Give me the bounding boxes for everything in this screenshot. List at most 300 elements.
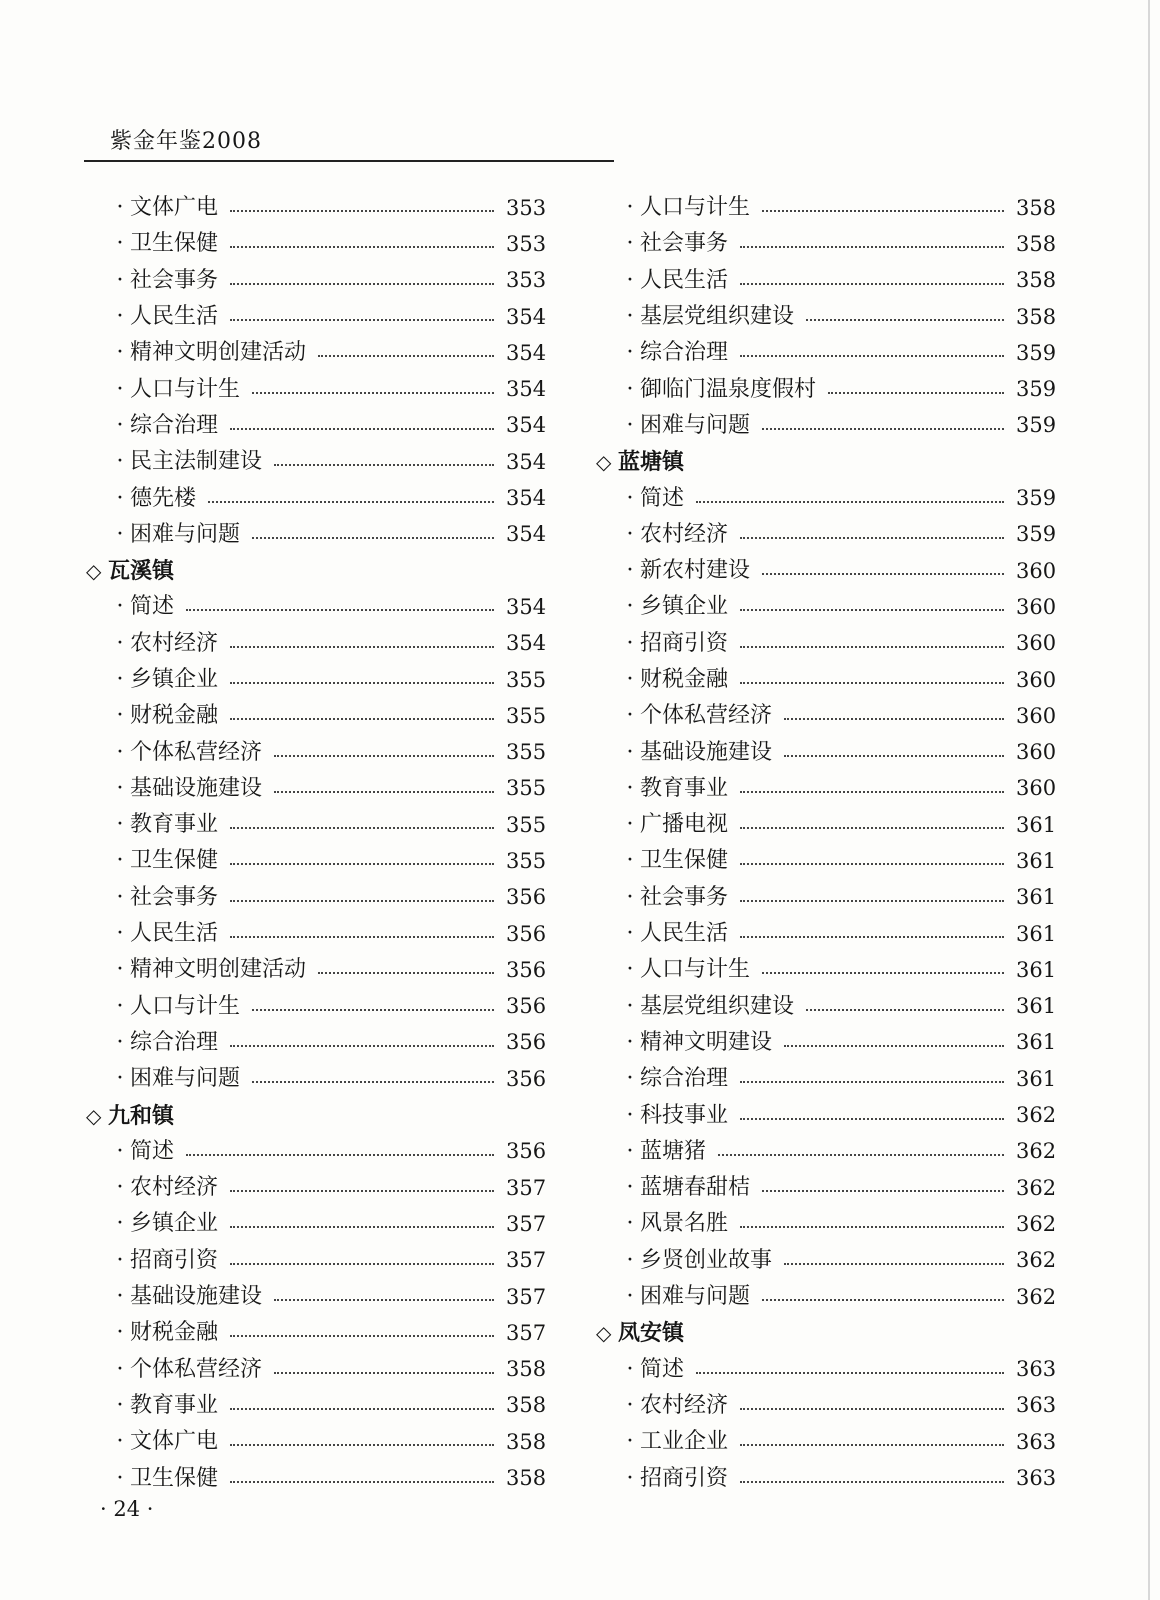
page-edge bbox=[1148, 0, 1150, 1600]
bullet-icon: · bbox=[116, 412, 124, 438]
entry-page-number: 360 bbox=[1016, 558, 1057, 583]
bullet-icon: · bbox=[626, 884, 634, 910]
dot-leader bbox=[252, 1081, 494, 1083]
toc-entry[interactable] bbox=[86, 263, 546, 299]
dot-leader bbox=[740, 791, 1004, 793]
entry-label: 困难与问题 bbox=[640, 412, 751, 438]
entry-label: 简述 bbox=[130, 594, 175, 620]
bullet-icon: · bbox=[626, 1429, 634, 1455]
dot-leader bbox=[230, 210, 494, 212]
dot-leader bbox=[784, 755, 1004, 757]
entry-page-number: 357 bbox=[506, 1248, 547, 1273]
bullet-icon: · bbox=[116, 1392, 124, 1418]
toc-entry[interactable] bbox=[596, 408, 1056, 444]
toc-entry[interactable] bbox=[86, 335, 546, 371]
toc-entry[interactable] bbox=[596, 662, 1056, 698]
toc-entry[interactable] bbox=[596, 880, 1056, 916]
dot-leader bbox=[186, 609, 494, 611]
bullet-icon: · bbox=[626, 267, 634, 293]
entry-label: 简述 bbox=[130, 1138, 175, 1164]
entry-page-number: 358 bbox=[1016, 231, 1057, 256]
entry-page-number: 359 bbox=[1016, 377, 1057, 402]
entry-page-number: 359 bbox=[1016, 340, 1057, 365]
toc-entry[interactable] bbox=[86, 989, 546, 1025]
header-rule bbox=[84, 160, 614, 162]
dot-leader bbox=[230, 1481, 494, 1483]
entry-page-number: 358 bbox=[506, 1429, 547, 1454]
entry-label: 综合治理 bbox=[130, 1029, 219, 1055]
entry-label: 广播电视 bbox=[640, 812, 729, 838]
bullet-icon: · bbox=[626, 1465, 634, 1491]
entry-label: 招商引资 bbox=[130, 1247, 219, 1273]
toc-entry[interactable] bbox=[596, 1134, 1056, 1170]
entry-page-number: 356 bbox=[506, 1066, 547, 1091]
dot-leader bbox=[230, 827, 494, 829]
dot-leader bbox=[784, 1045, 1004, 1047]
toc-entry[interactable] bbox=[596, 1206, 1056, 1242]
bullet-icon: · bbox=[116, 594, 124, 620]
bullet-icon: · bbox=[626, 1029, 634, 1055]
toc-section-heading bbox=[596, 444, 1056, 480]
entry-label: 乡镇企业 bbox=[130, 1211, 219, 1237]
toc-entry[interactable] bbox=[86, 1279, 546, 1315]
toc-entry[interactable] bbox=[596, 952, 1056, 988]
dot-leader bbox=[274, 464, 494, 466]
diamond-icon: ◇ bbox=[596, 1321, 612, 1346]
entry-label: 卫生保健 bbox=[130, 231, 219, 257]
bullet-icon: · bbox=[626, 812, 634, 838]
entry-label: 综合治理 bbox=[640, 1066, 729, 1092]
toc-entry[interactable] bbox=[596, 480, 1056, 516]
entry-page-number: 354 bbox=[506, 522, 547, 547]
bullet-icon: · bbox=[116, 449, 124, 475]
dot-leader bbox=[230, 863, 494, 865]
entry-label: 教育事业 bbox=[130, 812, 219, 838]
toc-entry[interactable] bbox=[86, 807, 546, 843]
toc-entry[interactable] bbox=[86, 698, 546, 734]
toc-entry[interactable] bbox=[596, 1025, 1056, 1061]
toc-entry[interactable] bbox=[596, 190, 1056, 226]
bullet-icon: · bbox=[626, 921, 634, 947]
toc-entry[interactable] bbox=[86, 662, 546, 698]
entry-label: 财税金融 bbox=[130, 703, 219, 729]
entry-label: 农村经济 bbox=[130, 630, 219, 656]
toc-entry[interactable] bbox=[596, 771, 1056, 807]
toc-entry[interactable] bbox=[86, 190, 546, 226]
entry-label: 乡镇企业 bbox=[640, 594, 729, 620]
entry-label: 卫生保健 bbox=[130, 1465, 219, 1491]
bullet-icon: · bbox=[116, 921, 124, 947]
bullet-icon: · bbox=[626, 775, 634, 801]
entry-label: 个体私营经济 bbox=[130, 1356, 263, 1382]
toc-entry[interactable] bbox=[596, 553, 1056, 589]
entry-page-number: 353 bbox=[506, 195, 547, 220]
entry-page-number: 362 bbox=[1016, 1139, 1057, 1164]
bullet-icon: · bbox=[626, 667, 634, 692]
entry-page-number: 359 bbox=[1016, 486, 1057, 511]
toc-entry[interactable] bbox=[86, 1460, 546, 1496]
toc-column-right bbox=[596, 190, 1056, 1497]
bullet-icon: · bbox=[626, 195, 634, 221]
dot-leader bbox=[230, 319, 494, 321]
bullet-icon: · bbox=[116, 1320, 124, 1346]
dot-leader bbox=[230, 283, 494, 285]
entry-label: 文体广电 bbox=[130, 1429, 219, 1455]
dot-leader bbox=[762, 1299, 1004, 1301]
entry-label: 卫生保健 bbox=[640, 848, 729, 874]
bullet-icon: · bbox=[116, 1465, 124, 1491]
entry-label: 基础设施建设 bbox=[640, 739, 773, 765]
entry-label: 基层党组织建设 bbox=[640, 304, 795, 330]
dot-leader bbox=[274, 791, 494, 793]
bullet-icon: · bbox=[116, 1029, 124, 1055]
toc-entry[interactable] bbox=[86, 589, 546, 625]
entry-label: 招商引资 bbox=[640, 630, 729, 656]
entry-label: 简述 bbox=[640, 1356, 685, 1382]
toc-entry[interactable] bbox=[596, 916, 1056, 952]
entry-page-number: 358 bbox=[506, 1393, 547, 1418]
toc-entry[interactable] bbox=[596, 989, 1056, 1025]
bullet-icon: · bbox=[116, 340, 124, 366]
toc-entry[interactable] bbox=[86, 408, 546, 444]
bullet-icon: · bbox=[626, 1392, 634, 1418]
bullet-icon: · bbox=[626, 231, 634, 257]
dot-leader bbox=[740, 827, 1004, 829]
entry-label: 财税金融 bbox=[130, 1320, 219, 1346]
entry-label: 困难与问题 bbox=[130, 1066, 241, 1092]
entry-label: 教育事业 bbox=[130, 1392, 219, 1418]
entry-label: 精神文明创建活动 bbox=[130, 957, 307, 983]
bullet-icon: · bbox=[626, 1066, 634, 1092]
toc-entry[interactable] bbox=[86, 371, 546, 407]
bullet-icon: · bbox=[626, 1102, 634, 1128]
bullet-icon: · bbox=[116, 957, 124, 983]
dot-leader bbox=[740, 1408, 1004, 1410]
dot-leader bbox=[318, 355, 494, 357]
section-label: 蓝塘镇 bbox=[618, 449, 685, 476]
dot-leader bbox=[740, 355, 1004, 357]
entry-page-number: 356 bbox=[506, 885, 547, 910]
toc-entry[interactable] bbox=[596, 226, 1056, 262]
bullet-icon: · bbox=[626, 848, 634, 874]
dot-leader bbox=[230, 1263, 494, 1265]
entry-page-number: 354 bbox=[506, 413, 547, 438]
toc-entry[interactable] bbox=[86, 771, 546, 807]
entry-page-number: 362 bbox=[1016, 1175, 1057, 1200]
entry-page-number: 359 bbox=[1016, 522, 1057, 547]
toc-entry[interactable] bbox=[596, 1460, 1056, 1496]
entry-page-number: 354 bbox=[506, 377, 547, 402]
entry-page-number: 357 bbox=[506, 1320, 547, 1345]
entry-page-number: 361 bbox=[1016, 1066, 1057, 1091]
entry-label: 精神文明建设 bbox=[640, 1029, 773, 1055]
toc-entry[interactable] bbox=[596, 698, 1056, 734]
entry-page-number: 354 bbox=[506, 340, 547, 365]
dot-leader bbox=[718, 1154, 1004, 1156]
entry-page-number: 355 bbox=[506, 667, 547, 692]
dot-leader bbox=[740, 863, 1004, 865]
toc-entry[interactable] bbox=[86, 1352, 546, 1388]
dot-leader bbox=[230, 1226, 494, 1228]
entry-label: 御临门温泉度假村 bbox=[640, 376, 817, 402]
entry-label: 基层党组织建设 bbox=[640, 993, 795, 1019]
toc-entry[interactable] bbox=[86, 517, 546, 553]
dot-leader bbox=[740, 1444, 1004, 1446]
entry-label: 民主法制建设 bbox=[130, 449, 263, 475]
toc-entry[interactable] bbox=[596, 843, 1056, 879]
dot-leader bbox=[230, 1444, 494, 1446]
entry-label: 新农村建设 bbox=[640, 558, 751, 584]
entry-label: 农村经济 bbox=[640, 521, 729, 547]
bullet-icon: · bbox=[116, 267, 124, 293]
entry-page-number: 360 bbox=[1016, 776, 1057, 801]
section-label: 凤安镇 bbox=[618, 1320, 685, 1347]
dot-leader bbox=[762, 210, 1004, 212]
entry-page-number: 357 bbox=[506, 1175, 547, 1200]
entry-label: 蓝塘春甜桔 bbox=[640, 1175, 751, 1201]
dot-leader bbox=[252, 392, 494, 394]
dot-leader bbox=[252, 537, 494, 539]
toc-entry[interactable] bbox=[596, 1388, 1056, 1424]
toc-entry[interactable] bbox=[596, 626, 1056, 662]
bullet-icon: · bbox=[116, 775, 124, 801]
toc-entry[interactable] bbox=[596, 1279, 1056, 1315]
entry-page-number: 359 bbox=[1016, 413, 1057, 438]
toc-entry[interactable] bbox=[86, 480, 546, 516]
dot-leader bbox=[740, 1226, 1004, 1228]
entry-page-number: 362 bbox=[1016, 1211, 1057, 1236]
bullet-icon: · bbox=[116, 667, 124, 692]
toc-column-left bbox=[86, 190, 546, 1497]
toc-entry[interactable] bbox=[86, 1243, 546, 1279]
toc-entry[interactable] bbox=[86, 952, 546, 988]
entry-label: 招商引资 bbox=[640, 1465, 729, 1491]
bullet-icon: · bbox=[626, 412, 634, 438]
entry-page-number: 361 bbox=[1016, 957, 1057, 982]
entry-page-number: 356 bbox=[506, 921, 547, 946]
entry-page-number: 354 bbox=[506, 631, 547, 656]
dot-leader bbox=[740, 537, 1004, 539]
toc-entry[interactable] bbox=[596, 299, 1056, 335]
entry-page-number: 354 bbox=[506, 304, 547, 329]
dot-leader bbox=[230, 1190, 494, 1192]
toc-entry[interactable] bbox=[596, 1424, 1056, 1460]
bullet-icon: · bbox=[116, 884, 124, 910]
dot-leader bbox=[230, 718, 494, 720]
entry-label: 文体广电 bbox=[130, 195, 219, 221]
dot-leader bbox=[806, 1009, 1004, 1011]
dot-leader bbox=[696, 501, 1004, 503]
dot-leader bbox=[230, 682, 494, 684]
dot-leader bbox=[784, 1263, 1004, 1265]
entry-label: 人口与计生 bbox=[640, 195, 751, 221]
entry-label: 综合治理 bbox=[640, 340, 729, 366]
entry-label: 人民生活 bbox=[640, 921, 729, 947]
toc-entry[interactable] bbox=[86, 444, 546, 480]
dot-leader bbox=[230, 1408, 494, 1410]
dot-leader bbox=[740, 900, 1004, 902]
dot-leader bbox=[762, 428, 1004, 430]
entry-page-number: 355 bbox=[506, 740, 547, 765]
toc-entry[interactable] bbox=[86, 299, 546, 335]
entry-label: 蓝塘猪 bbox=[640, 1138, 707, 1164]
dot-leader bbox=[208, 501, 494, 503]
entry-page-number: 355 bbox=[506, 776, 547, 801]
dot-leader bbox=[740, 1481, 1004, 1483]
entry-page-number: 363 bbox=[1016, 1357, 1057, 1382]
dot-leader bbox=[318, 972, 494, 974]
entry-page-number: 353 bbox=[506, 231, 547, 256]
toc-entry[interactable] bbox=[596, 335, 1056, 371]
bullet-icon: · bbox=[116, 1284, 124, 1310]
toc-entry[interactable] bbox=[86, 1315, 546, 1351]
entry-label: 精神文明创建活动 bbox=[130, 340, 307, 366]
bullet-icon: · bbox=[626, 739, 634, 765]
entry-page-number: 361 bbox=[1016, 848, 1057, 873]
entry-page-number: 357 bbox=[506, 1211, 547, 1236]
entry-label: 个体私营经济 bbox=[640, 703, 773, 729]
entry-label: 科技事业 bbox=[640, 1102, 729, 1128]
entry-page-number: 360 bbox=[1016, 631, 1057, 656]
entry-label: 乡镇企业 bbox=[130, 667, 219, 692]
bullet-icon: · bbox=[626, 1284, 634, 1310]
diamond-icon: ◇ bbox=[596, 450, 612, 475]
bullet-icon: · bbox=[626, 485, 634, 511]
entry-page-number: 361 bbox=[1016, 885, 1057, 910]
toc-entry[interactable] bbox=[86, 1061, 546, 1097]
bullet-icon: · bbox=[626, 376, 634, 402]
toc-entry[interactable] bbox=[596, 1061, 1056, 1097]
entry-label: 社会事务 bbox=[640, 884, 729, 910]
dot-leader bbox=[784, 718, 1004, 720]
diamond-icon: ◇ bbox=[86, 1103, 102, 1128]
entry-page-number: 353 bbox=[506, 268, 547, 293]
dot-leader bbox=[186, 1154, 494, 1156]
entry-label: 人口与计生 bbox=[640, 957, 751, 983]
entry-label: 社会事务 bbox=[640, 231, 729, 257]
entry-label: 工业企业 bbox=[640, 1429, 729, 1455]
entry-label: 人民生活 bbox=[130, 304, 219, 330]
entry-page-number: 360 bbox=[1016, 740, 1057, 765]
entry-page-number: 363 bbox=[1016, 1429, 1057, 1454]
toc-entry[interactable] bbox=[596, 734, 1056, 770]
entry-label: 乡贤创业故事 bbox=[640, 1247, 773, 1273]
toc-entry[interactable] bbox=[596, 589, 1056, 625]
toc-entry[interactable] bbox=[596, 1097, 1056, 1133]
toc-entry[interactable] bbox=[86, 626, 546, 662]
entry-label: 农村经济 bbox=[130, 1175, 219, 1201]
entry-page-number: 360 bbox=[1016, 703, 1057, 728]
dot-leader bbox=[740, 1081, 1004, 1083]
toc-entry[interactable] bbox=[86, 226, 546, 262]
bullet-icon: · bbox=[626, 993, 634, 1019]
bullet-icon: · bbox=[626, 630, 634, 656]
dot-leader bbox=[806, 319, 1004, 321]
toc-entry[interactable] bbox=[596, 1243, 1056, 1279]
dot-leader bbox=[274, 1372, 494, 1374]
diamond-icon: ◇ bbox=[86, 559, 102, 584]
toc-entry[interactable] bbox=[86, 843, 546, 879]
bullet-icon: · bbox=[116, 304, 124, 330]
toc-entry[interactable] bbox=[86, 1134, 546, 1170]
dot-leader bbox=[740, 646, 1004, 648]
section-label: 瓦溪镇 bbox=[108, 558, 175, 585]
section-label: 九和镇 bbox=[108, 1102, 175, 1129]
bullet-icon: · bbox=[626, 1138, 634, 1164]
dot-leader bbox=[740, 609, 1004, 611]
dot-leader bbox=[740, 246, 1004, 248]
entry-label: 基础设施建设 bbox=[130, 1284, 263, 1310]
toc-entry[interactable] bbox=[86, 1170, 546, 1206]
dot-leader bbox=[230, 900, 494, 902]
toc-entry[interactable] bbox=[596, 807, 1056, 843]
dot-leader bbox=[252, 1009, 494, 1011]
toc-entry[interactable] bbox=[86, 916, 546, 952]
dot-leader bbox=[740, 1118, 1004, 1120]
entry-page-number: 355 bbox=[506, 848, 547, 873]
entry-label: 农村经济 bbox=[640, 1392, 729, 1418]
bullet-icon: · bbox=[116, 1211, 124, 1237]
toc-entry[interactable] bbox=[86, 1025, 546, 1061]
entry-label: 困难与问题 bbox=[640, 1284, 751, 1310]
dot-leader bbox=[230, 936, 494, 938]
toc-entry[interactable] bbox=[596, 1352, 1056, 1388]
bullet-icon: · bbox=[626, 304, 634, 330]
toc-entry[interactable] bbox=[596, 1170, 1056, 1206]
toc-entry[interactable] bbox=[86, 734, 546, 770]
toc-section-heading bbox=[86, 553, 546, 589]
entry-page-number: 356 bbox=[506, 994, 547, 1019]
bullet-icon: · bbox=[116, 703, 124, 729]
entry-page-number: 363 bbox=[1016, 1393, 1057, 1418]
entry-label: 基础设施建设 bbox=[130, 775, 263, 801]
entry-label: 个体私营经济 bbox=[130, 739, 263, 765]
bullet-icon: · bbox=[116, 848, 124, 874]
bullet-icon: · bbox=[626, 1211, 634, 1237]
entry-label: 社会事务 bbox=[130, 884, 219, 910]
entry-page-number: 358 bbox=[506, 1357, 547, 1382]
running-header-title: 紫金年鉴2008 bbox=[110, 129, 262, 154]
dot-leader bbox=[740, 682, 1004, 684]
bullet-icon: · bbox=[116, 376, 124, 402]
entry-page-number: 362 bbox=[1016, 1103, 1057, 1128]
dot-leader bbox=[274, 1299, 494, 1301]
bullet-icon: · bbox=[116, 993, 124, 1019]
entry-label: 综合治理 bbox=[130, 412, 219, 438]
toc-entry[interactable] bbox=[596, 263, 1056, 299]
dot-leader bbox=[230, 1045, 494, 1047]
entry-page-number: 356 bbox=[506, 1139, 547, 1164]
dot-leader bbox=[762, 972, 1004, 974]
toc-entry[interactable] bbox=[596, 371, 1056, 407]
toc-entry[interactable] bbox=[86, 1206, 546, 1242]
entry-label: 德先楼 bbox=[130, 485, 197, 511]
toc-section-heading bbox=[86, 1097, 546, 1133]
toc-entry[interactable] bbox=[86, 1424, 546, 1460]
dot-leader bbox=[230, 646, 494, 648]
toc-entry[interactable] bbox=[596, 517, 1056, 553]
entry-page-number: 354 bbox=[506, 449, 547, 474]
toc-section-heading bbox=[596, 1315, 1056, 1351]
entry-label: 卫生保健 bbox=[130, 848, 219, 874]
bullet-icon: · bbox=[626, 340, 634, 366]
entry-page-number: 356 bbox=[506, 1030, 547, 1055]
toc-entry[interactable] bbox=[86, 880, 546, 916]
entry-label: 社会事务 bbox=[130, 267, 219, 293]
entry-page-number: 357 bbox=[506, 1284, 547, 1309]
toc-entry[interactable] bbox=[86, 1388, 546, 1424]
entry-page-number: 355 bbox=[506, 703, 547, 728]
